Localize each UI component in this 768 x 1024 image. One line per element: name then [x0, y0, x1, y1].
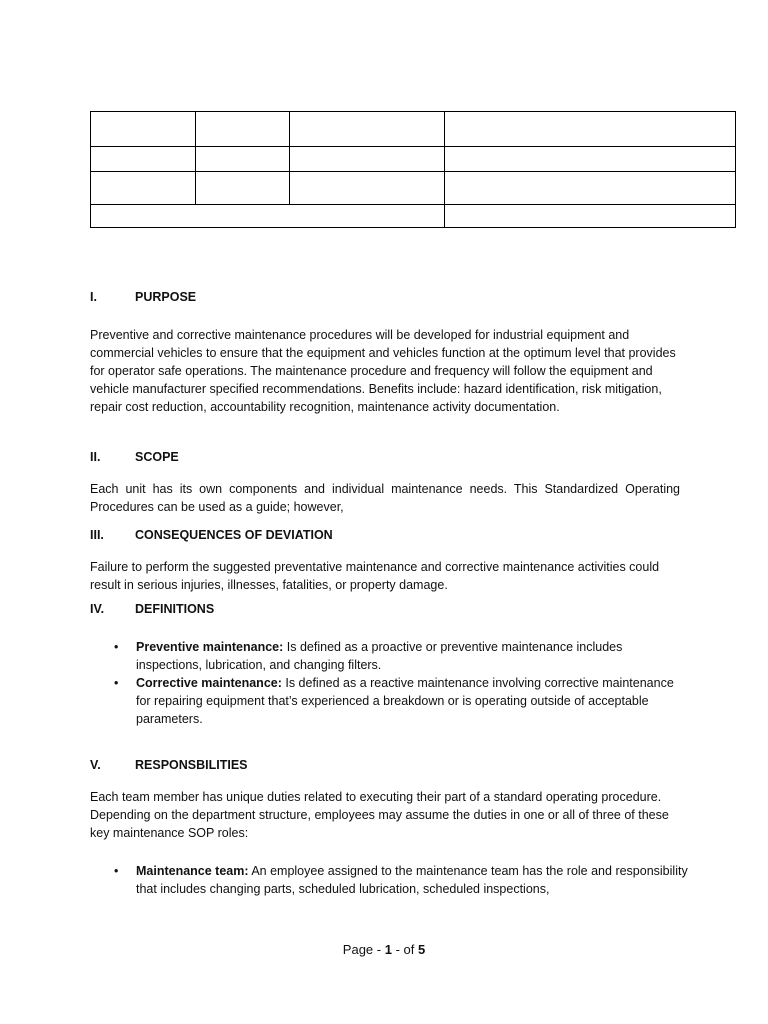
header-cell — [196, 147, 290, 172]
definition-term: Preventive maintenance: — [136, 640, 284, 654]
section-number: V. — [90, 758, 101, 772]
header-cell — [91, 147, 196, 172]
definitions-list — [90, 638, 690, 728]
responsibilities-list — [90, 862, 690, 898]
header-cell — [290, 112, 445, 147]
section-title: CONSEQUENCES OF DEVIATION — [135, 528, 333, 542]
current-page: 1 — [384, 942, 392, 957]
footer-prefix: Page - — [342, 942, 385, 957]
header-cell — [91, 112, 196, 147]
header-table-row — [91, 112, 736, 147]
header-cell — [445, 205, 736, 228]
bullet-icon: • — [114, 676, 119, 690]
list-item — [90, 674, 690, 728]
header-cell — [445, 147, 736, 172]
list-item — [90, 862, 690, 898]
section-heading-scope — [90, 450, 179, 464]
header-cell — [91, 172, 196, 205]
header-table — [90, 111, 736, 228]
header-table-row — [91, 147, 736, 172]
definition-text: Is defined as a proactive or preventive maintenance includes inspections, lubrication, and changing filters. — [136, 640, 623, 672]
responsibilities-paragraph: Each team member has unique duties related to executing their part of a standard operating procedure. Depending on the department structure, employees may assume the duties in one or all of three of these key maintenance SOP roles: — [90, 790, 669, 840]
total-pages: 5 — [417, 942, 426, 957]
bullet-icon: • — [114, 640, 119, 654]
header-cell — [445, 112, 736, 147]
section-heading-definitions — [90, 602, 214, 616]
section-number: IV. — [90, 602, 105, 616]
section-heading-purpose — [90, 290, 196, 304]
header-cell — [196, 112, 290, 147]
section-title: PURPOSE — [135, 290, 197, 304]
section-title: SCOPE — [135, 450, 179, 464]
purpose-paragraph: Preventive and corrective maintenance procedures will be developed for industrial equipment and commercial vehicles to ensure that the equipment and vehicles function at the optimum level that provides for operator safe operations. The maintenance procedure and frequency will follow the equipment and vehicle manufacturer specified recommendations. Benefits include: hazard identification, risk mitigation, repair cost reduction, accountability recognition, maintenance activity documentation. — [90, 328, 676, 414]
role-text: An employee assigned to the maintenance team has the role and responsibility that includes changing parts, scheduled lubrication, scheduled inspections, — [136, 864, 688, 896]
header-cell — [91, 205, 445, 228]
section-number: I. — [90, 290, 97, 304]
footer-middle: - of — [391, 942, 418, 957]
scope-paragraph: Each unit has its own components and individual maintenance needs. This Standardized Operating Procedures can be used as a guide; however, — [90, 482, 680, 514]
header-table-row — [91, 172, 736, 205]
bullet-icon: • — [114, 864, 119, 878]
header-cell — [445, 172, 736, 205]
section-number: II. — [90, 450, 101, 464]
header-cell — [290, 147, 445, 172]
header-cell — [196, 172, 290, 205]
definition-term: Corrective maintenance: — [136, 676, 282, 690]
section-heading-deviation — [90, 528, 333, 542]
section-title: RESPONSBILITIES — [135, 758, 248, 772]
role-term: Maintenance team: — [136, 864, 249, 878]
section-heading-responsibilities — [90, 758, 248, 772]
deviation-paragraph: Failure to perform the suggested preventative maintenance and corrective maintenance activities could result in serious injuries, illnesses, fatalities, or property damage. — [90, 560, 660, 592]
header-cell — [290, 172, 445, 205]
page-number-footer — [0, 942, 768, 957]
header-table-row — [91, 205, 736, 228]
list-item — [90, 638, 690, 674]
section-number: III. — [90, 528, 104, 542]
section-title: DEFINITIONS — [135, 602, 215, 616]
definition-text: Is defined as a reactive maintenance involving corrective maintenance for repairing equipment that’s experienced a breakdown or is operating outside of acceptable parameters. — [136, 676, 674, 726]
